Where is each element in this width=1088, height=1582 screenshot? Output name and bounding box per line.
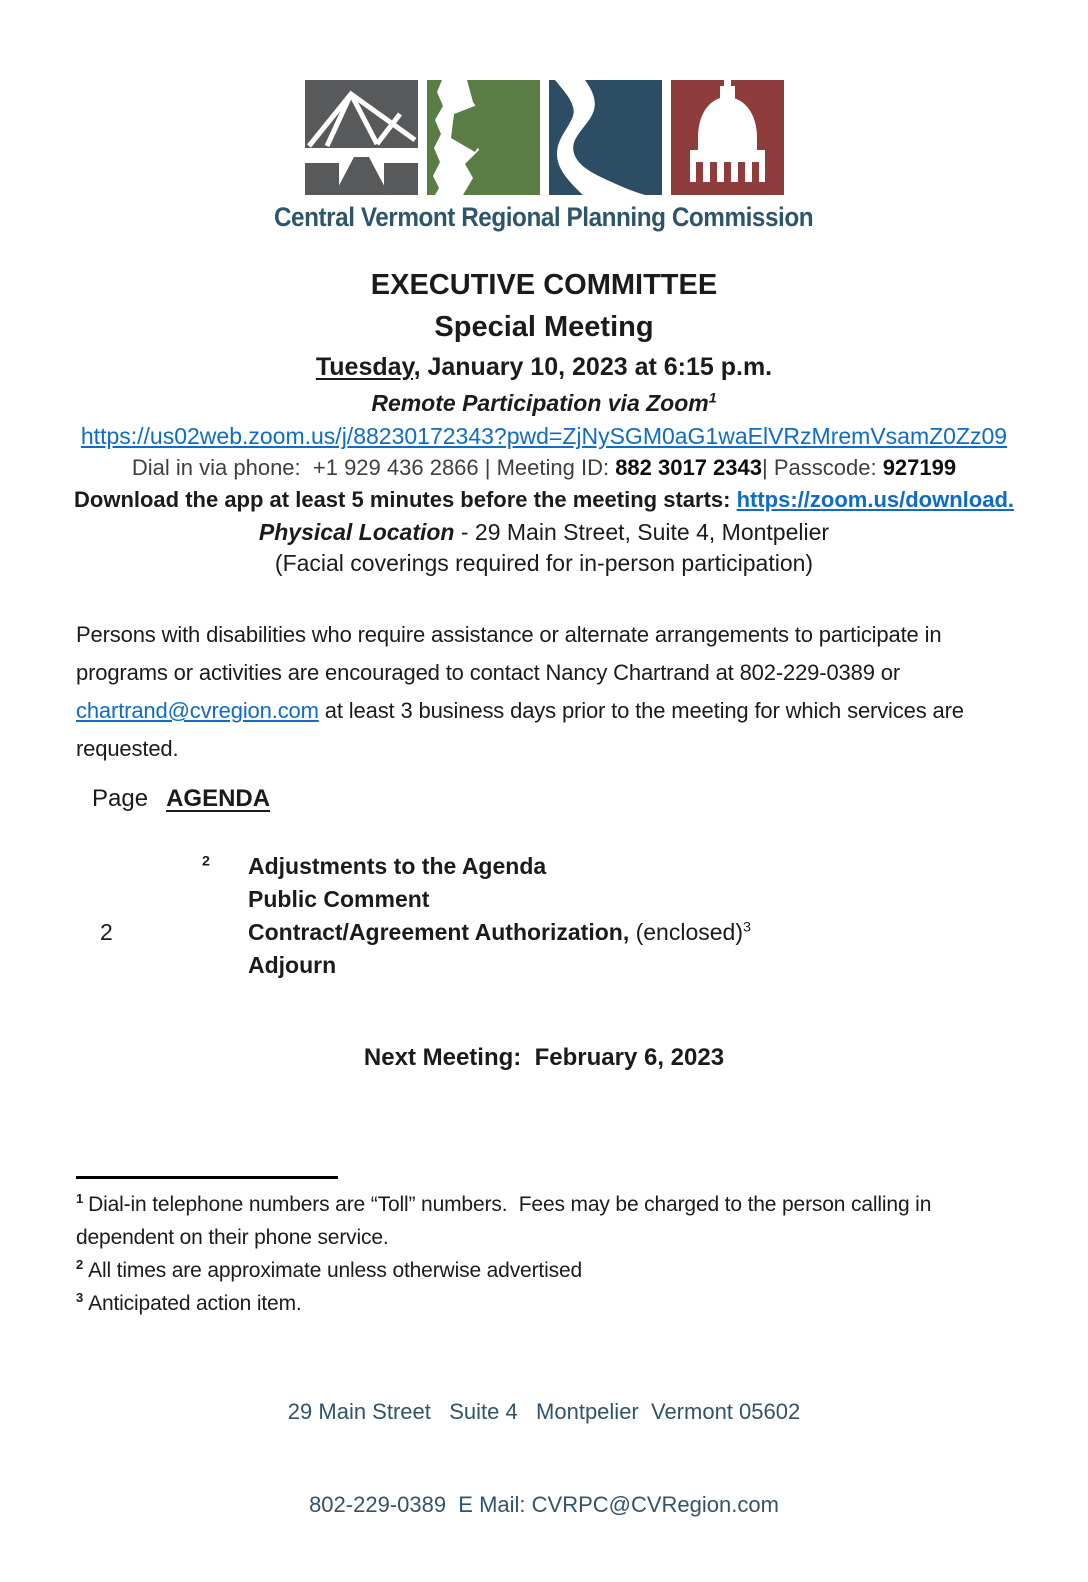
physical-location-address: - 29 Main Street, Suite 4, Montpelier [454,519,830,545]
remote-label-text: Remote Participation via Zoom [371,390,709,416]
next-meeting-line: Next Meeting: February 6, 2023 [363,1044,725,1071]
footer-contact-line: 802-229-0389 E Mail: CVRPC@CVRegion.com [309,1492,779,1517]
footnote-ref-1: 1 [708,390,717,407]
remote-participation-label [0,386,1088,421]
agenda-item-title [248,850,1088,883]
meeting-day: Tuesday, [315,353,421,381]
footnote-3-marker: 3 [76,1290,84,1305]
accessibility-text-before: Persons with disabilities who require assistance or alternate arrangements to participate in programs or activities are encouraged to contact Nancy Chartrand at 802-229-0389 or [76,622,948,685]
agenda-item-footnote-ref [160,916,248,949]
agenda-item-title [248,949,1088,982]
meeting-datetime [0,348,1088,386]
agenda-item-suffix: (enclosed) [629,919,743,945]
footnote-3 [76,1287,1014,1320]
passcode-label: | Passcode: [762,455,883,480]
committee-title: EXECUTIVE COMMITTEE [370,269,718,301]
meeting-date-rest: January 10, 2023 at 6:15 p.m. [420,353,773,381]
agenda-item-title [248,916,1088,949]
footnote-1-text: Dial-in telephone numbers are “Toll” numbers. Fees may be charged to the person calling in dependent on their phone service. [76,1193,937,1249]
logo-panels [0,80,1088,195]
vermont-state-icon [427,80,540,195]
footnote-divider [76,1176,338,1179]
agenda-header [92,784,1088,814]
meeting-id: 882 3017 2343 [615,455,763,480]
agenda-item-title [248,883,1088,916]
footnote-ref-2: 2 [202,853,210,870]
zoom-download-link[interactable]: https://zoom.us/download. [736,487,1014,512]
zoom-join-link[interactable]: https://us02web.zoom.us/j/88230172343?pwd=ZjNySGM0aG1waElVRzMremVsamZ0Zz09 [80,423,1008,449]
agenda-item-page [90,949,160,982]
document-footer [0,1334,1088,1582]
footnote-1 [76,1188,1014,1254]
page-column-header: Page [92,785,149,812]
dial-in-line [0,452,1088,483]
agenda-items [90,850,1088,982]
footnote-1-marker: 1 [76,1191,84,1206]
passcode-value: 927199 [882,455,957,480]
org-name: Central Vermont Regional Planning Commission [274,202,814,232]
agenda-row [90,850,1088,883]
agenda-item-title-text: Adjourn [248,952,337,978]
agenda-row [90,916,1088,949]
contact-email-link[interactable]: chartrand@cvregion.com [76,698,319,723]
footnote-3-text: Anticipated action item. [88,1292,302,1315]
footnotes-section [76,1176,1014,1320]
agenda-item-page [90,883,160,916]
meeting-type: Special Meeting [434,311,654,343]
footnote-ref-3: 3 [743,919,751,936]
agenda-item-title-text: Public Comment [248,886,430,912]
zoom-link-line [0,421,1088,452]
footnote-2-text: All times are approximate unless otherwise advertised [88,1259,583,1282]
agenda-title: AGENDA [166,785,271,812]
bridge-icon [305,80,418,195]
facial-coverings-note: (Facial coverings required for in-person participation) [274,550,814,576]
agenda-row [90,949,1088,982]
agenda-item-page [90,850,160,883]
agenda-item-page: 2 [100,919,113,945]
physical-location-label: Physical Location [258,519,455,545]
agenda-row [90,883,1088,916]
agenda-item-title-text: Adjustments to the Agenda [248,853,547,879]
dial-prefix: Dial in via phone: +1 929 436 2866 | Meeting ID: [131,455,616,480]
footnote-2-marker: 2 [76,1257,84,1272]
footnote-2 [76,1254,1014,1287]
river-icon [549,80,662,195]
title-block [0,264,1088,579]
accessibility-paragraph [76,616,1016,768]
accessibility-text-after: at least 3 business days prior to the meeting for which services are requested. [76,698,970,761]
capitol-dome-icon [671,80,784,195]
footer-address-line: 29 Main Street Suite 4 Montpelier Vermont 05602 [287,1399,801,1424]
org-logo [0,0,1088,233]
agenda-item-title-text: Contract/Agreement Authorization, [248,919,630,945]
download-line [0,483,1088,516]
agenda-item-footnote-ref [160,883,248,916]
physical-location-line [0,516,1088,548]
agenda-item-footnote-ref [160,949,248,982]
download-text: Download the app at least 5 minutes before the meeting starts: [74,487,737,512]
agenda-item-footnote-ref [160,850,248,883]
